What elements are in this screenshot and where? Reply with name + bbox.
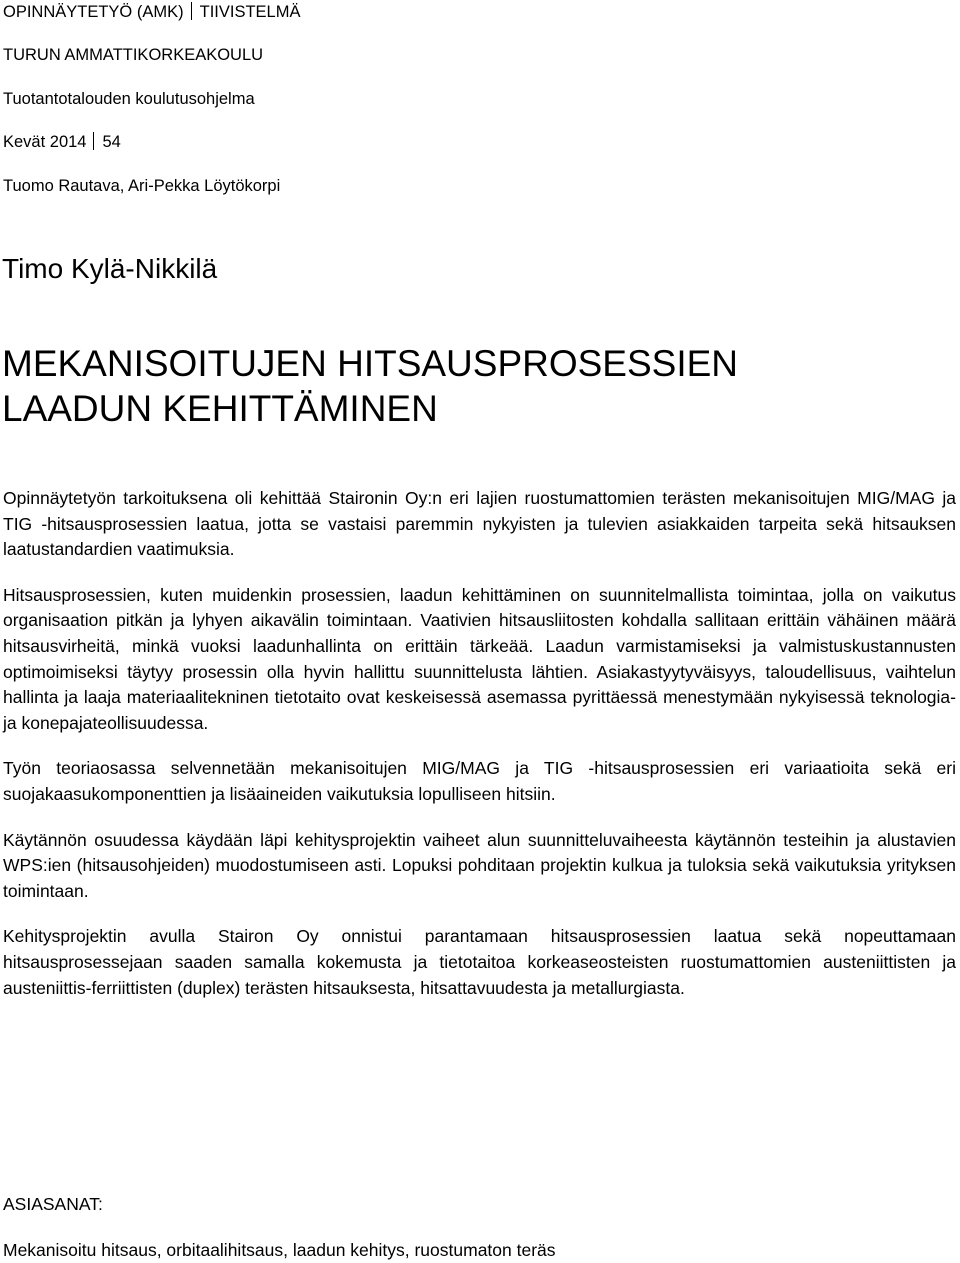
supervisors: Tuomo Rautava, Ari-Pekka Löytökorpi bbox=[3, 177, 281, 195]
term: Kevät 2014 bbox=[3, 133, 87, 151]
degree-program: Tuotantotalouden koulutusohjelma bbox=[3, 90, 255, 108]
header-separator bbox=[191, 2, 192, 20]
keywords-label: ASIASANAT: bbox=[3, 1194, 103, 1214]
abstract-paragraph-2: Hitsausprosessien, kuten muidenkin prosessien, laadun kehittäminen on suunnitelmallista toimintaa, jolla on vaikutus organisaation pitkän ja lyhyen aikavälin toimintaan. Vaativien hitsausliitosten kohdalla sallitaan erittäin vähäinen määrä hitsausvirheitä, minkä vuoksi laadunhallinta on erittäin tärkeää. Laadun varmistamiseksi ja valmistuskustannusten optimoimiseksi täytyy prosessin olla hyvin hallittu suunnittelusta lähtien. Asiakastyytyväisyys, taloudellisuus, vaihtelun hallinta ja laaja materiaalitekninen tietotaito ovat keskeisessä asemassa pyrittäessä menestymään nykyisessä teknologia- ja konepajateollisuudessa. bbox=[3, 584, 956, 733]
abstract-body bbox=[3, 486, 956, 1021]
thesis-title bbox=[2, 341, 738, 431]
author-name: Timo Kylä-Nikkilä bbox=[2, 253, 218, 284]
document-type: OPINNÄYTETYÖ (AMK) bbox=[3, 3, 184, 21]
abstract-paragraph-4: Käytännön osuudessa käydään läpi kehitysprojektin vaiheet alun suunnitteluvaiheesta käytännön testeihin ja alustavien WPS:ien (hitsausohjeiden) muodostumiseen asti. Lopuksi pohditaan projektin kulkua ja tuloksia sekä vaikutuksia yrityksen toimintaan. bbox=[3, 829, 956, 901]
page-count: 54 bbox=[102, 133, 121, 151]
school-name: TURUN AMMATTIKORKEAKOULU bbox=[3, 46, 264, 64]
document-type-line bbox=[3, 2, 300, 22]
abstract-paragraph-5: Kehitysprojektin avulla Stairon Oy onnistui parantamaan hitsausprosessien laatua sekä nopeuttamaan hitsausprosessejaan saaden samalla kokemusta ja tietotaitoa korkeaseosteisten ruostumattomien austeniittisten ja austeniittis-ferriittisten (duplex) terästen hitsauksesta, hitsattavuudesta ja metallurgiasta. bbox=[3, 926, 956, 998]
thesis-title-line-1: MEKANISOITUJEN HITSAUSPROSESSIEN bbox=[2, 343, 739, 384]
abstract-paragraph-1: Opinnäytetyön tarkoituksena oli kehittää Staironin Oy:n eri lajien ruostumattomien terästen mekanisoitujen MIG/MAG ja TIG -hitsausprosessien laatua, jotta se vastaisi paremmin nykyisten ja tulevien asiakkaiden tarpeita sekä hitsauksen laatustandardien vaatimuksia. bbox=[3, 488, 956, 560]
abstract-paragraph-3: Työn teoriaosassa selvennetään mekanisoitujen MIG/MAG ja TIG -hitsausprosessien eri variaatioita sekä eri suojakaasukomponenttien ja lisäaineiden vaikutuksia lopulliseen hitsiin. bbox=[3, 758, 956, 804]
header-separator bbox=[93, 132, 94, 150]
keywords-list: Mekanisoitu hitsaus, orbitaalihitsaus, laadun kehitys, ruostumaton teräs bbox=[3, 1240, 556, 1260]
document-section: TIIVISTELMÄ bbox=[199, 3, 301, 21]
thesis-title-line-2: LAADUN KEHITTÄMINEN bbox=[2, 388, 438, 429]
term-pages-line bbox=[3, 132, 121, 152]
